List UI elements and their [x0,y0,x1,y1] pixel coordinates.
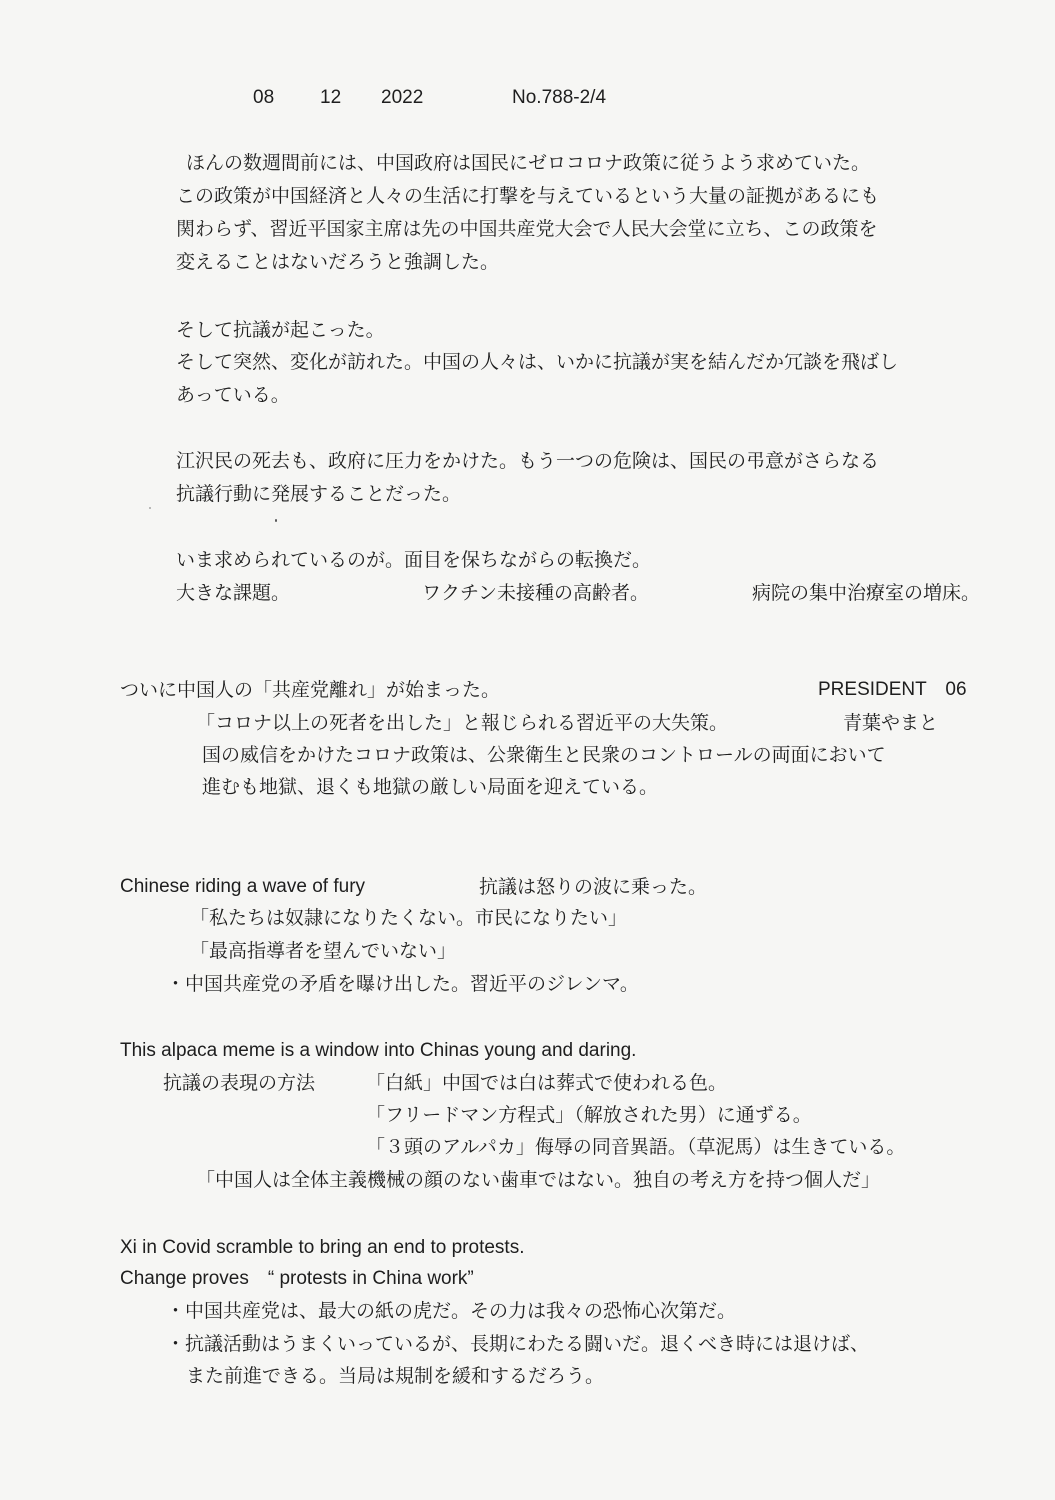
bullet-line: ・中国共産党は、最大の紙の虎だ。その力は我々の恐怖心次第だ。 [166,1300,737,1322]
quote-line: 「私たちは奴隷になりたくない。市民になりたい」 [190,907,628,929]
article-title-en: This alpaca meme is a window into Chinas young and daring. [120,1040,637,1061]
date-year: 2022 [381,87,424,108]
bullet-line: ・抗議活動はうまくいっているが、長期にわたる闘いだ。退くべき時には退けば、 [166,1333,870,1355]
article-title-en: Change proves “ protests in China work” [120,1268,474,1289]
paragraph-line: 進むも地獄、退くも地獄の厳しい局面を迎えている。 [202,776,659,798]
paragraph-line: 国の威信をかけたコロナ政策は、公衆衛生と民衆のコントロールの両面において [202,744,886,766]
method-line: 「白紙」中国では白は葬式で使われる色。 [366,1072,728,1094]
issue-item: 病院の集中治療室の増床。 [752,582,981,604]
paragraph-line: 抗議行動に発展することだった。 [176,483,462,505]
method-label: 抗議の表現の方法 [163,1072,316,1094]
document-number: No.788-2/4 [512,87,607,108]
paragraph-line: 変えることはないだろうと強調した。 [176,251,500,273]
issue-item: ワクチン未接種の高齢者。 [422,582,650,604]
article-title-en: Xi in Covid scramble to bring an end to protests. [120,1237,525,1258]
article-author: 青葉やまと [843,712,939,734]
article-source: PRESIDENT 06 [818,679,967,700]
paragraph-line: あっている。 [176,384,290,406]
scan-speck [149,507,151,509]
article-headline: ついに中国人の「共産党離れ」が始まった。 [120,679,501,701]
method-line: 「３頭のアルパカ」侮辱の同音異語。（草泥馬）は生きている。 [366,1136,906,1158]
paragraph-line: 関わらず、習近平国家主席は先の中国共産党大会で人民大会堂に立ち、この政策を [176,218,878,240]
paragraph-line: この政策が中国経済と人々の生活に打撃を与えているという大量の証拠があるにも [176,185,880,207]
article-title-jp: 抗議は怒りの波に乗った。 [479,876,708,898]
article-subtitle: 「コロナ以上の死者を出した」と報じられる習近平の大失策。 [196,712,729,734]
article-title-en: Chinese riding a wave of fury [120,876,366,897]
paragraph-line: そして抗議が起こった。 [176,319,385,341]
quote-line: 「最高指導者を望んでいない」 [190,940,457,962]
method-line: 「フリードマン方程式」（解放された男）に通ずる。 [366,1104,812,1126]
quote-line: 「中国人は全体主義機械の顔のない歯車ではない。独自の考え方を持つ個人だ」 [196,1169,881,1191]
date-month: 12 [320,87,342,108]
issue-item: 大きな課題。 [176,582,291,604]
date-day: 08 [253,87,275,108]
scan-speck [275,519,277,522]
paragraph-line: そして突然、変化が訪れた。中国の人々は、いかに抗議が実を結んだか冗談を飛ばし [176,351,899,373]
bullet-line: ・中国共産党の矛盾を曝け出した。習近平のジレンマ。 [166,973,639,995]
paragraph-line: いま求められているのが。面目を保ちながらの転換だ。 [176,549,652,571]
paragraph-line: 江沢民の死去も、政府に圧力をかけた。もう一つの危険は、国民の弔意がさらなる [176,450,880,472]
bullet-line: また前進できる。当局は規制を緩和するだろう。 [186,1365,605,1387]
paragraph-line: ほんの数週間前には、中国政府は国民にゼロコロナ政策に従うよう求めていた。 [186,152,871,174]
